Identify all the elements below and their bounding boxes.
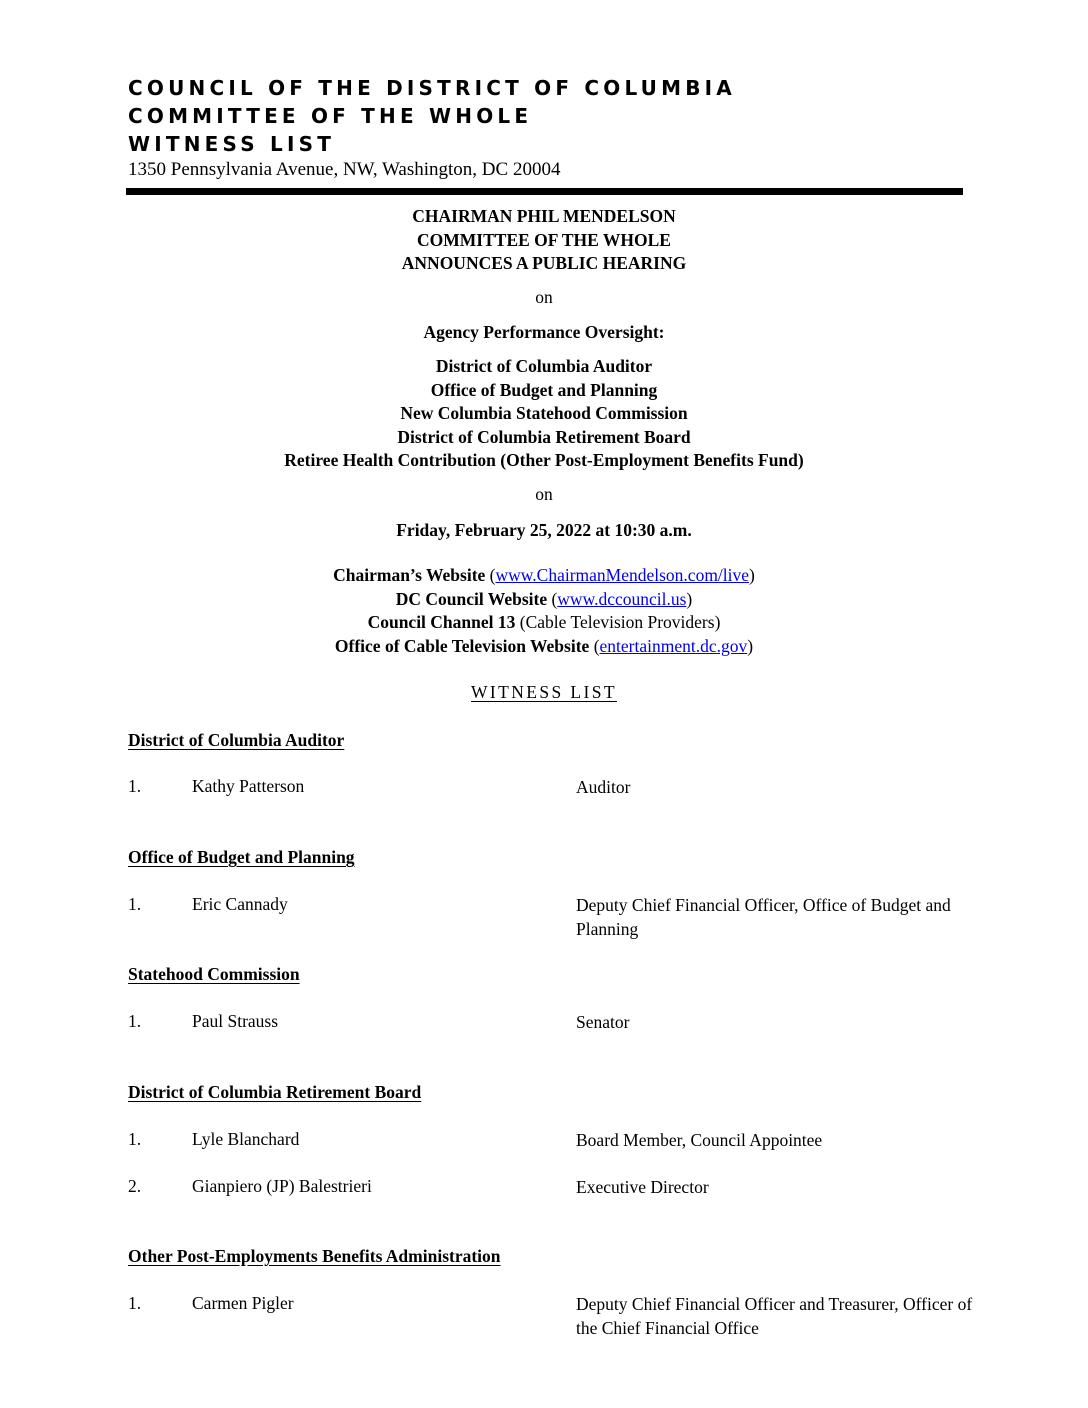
announcement-chairman: CHAIRMAN PHIL MENDELSON <box>412 206 676 226</box>
announcement-hearing: ANNOUNCES A PUBLIC HEARING <box>401 253 687 273</box>
broadcast-list <box>0 564 1088 658</box>
witness-title: Executive Director <box>576 1177 709 1197</box>
section-heading: Statehood Commission <box>128 964 300 984</box>
witness-number: 1. <box>128 1293 142 1313</box>
broadcast-label: Chairman’s Website <box>333 565 486 585</box>
chairman-website-link[interactable]: www.ChairmanMendelson.com/live <box>495 565 750 585</box>
header-divider <box>126 188 963 195</box>
witness-name: Paul Strauss <box>192 1011 279 1031</box>
broadcast-line: Office of Cable Television Website (entertainment.dc.gov) <box>334 635 754 656</box>
witness-title: Deputy Chief Financial Officer and Treasurer, Officer of the Chief Financial Office <box>576 1294 973 1338</box>
witness-name: Kathy Patterson <box>192 776 305 796</box>
broadcast-label: Council Channel 13 <box>367 612 516 632</box>
section-heading: Office of Budget and Planning <box>128 847 355 867</box>
witness-title: Auditor <box>576 777 631 797</box>
witness-name: Carmen Pigler <box>192 1293 294 1313</box>
section-heading: Other Post-Employments Benefits Administration <box>128 1246 501 1266</box>
dc-council-website-link[interactable]: www.dccouncil.us <box>557 588 687 609</box>
agency-item: New Columbia Statehood Commission <box>400 403 688 423</box>
witness-number: 1. <box>128 894 142 914</box>
on-text: on <box>535 287 553 307</box>
broadcast-label: DC Council Website <box>395 588 548 609</box>
witness-title: Senator <box>576 1012 630 1032</box>
broadcast-line: Council Channel 13 (Cable Television Providers) <box>367 612 721 632</box>
letterhead-address: 1350 Pennsylvania Avenue, NW, Washington, DC 20004 <box>128 159 561 180</box>
witness-list-heading-row <box>0 681 1088 705</box>
agency-item: District of Columbia Auditor <box>435 356 653 376</box>
witness-title: Board Member, Council Appointee <box>576 1130 823 1150</box>
on-text: on <box>535 484 553 504</box>
letterhead-council: COUNCIL OF THE DISTRICT OF COLUMBIA <box>128 76 736 100</box>
broadcast-line: DC Council Website (www.dccouncil.us) <box>395 588 693 609</box>
witness-number: 2. <box>128 1176 142 1196</box>
witness-list-heading: WITNESS LIST <box>471 682 617 702</box>
announcement-committee: COMMITTEE OF THE WHOLE <box>417 229 671 250</box>
hearing-topic: Agency Performance Oversight: <box>423 322 665 342</box>
witness-title: Deputy Chief Financial Officer, Office of Budget and Planning <box>576 895 951 939</box>
hearing-datetime: Friday, February 25, 2022 at 10:30 a.m. <box>396 520 692 540</box>
section-heading: District of Columbia Auditor <box>128 730 345 750</box>
agency-item: Retiree Health Contribution (Other Post-Employment Benefits Fund) <box>284 450 804 470</box>
agency-list <box>0 355 1088 473</box>
witness-number: 1. <box>128 1011 142 1031</box>
cable-tv-website-link[interactable]: entertainment.dc.gov <box>599 635 748 656</box>
witness-name: Lyle Blanchard <box>192 1129 300 1149</box>
announcement-block <box>0 205 1088 276</box>
witness-number: 1. <box>128 1129 142 1149</box>
witness-name: Gianpiero (JP) Balestrieri <box>192 1176 372 1196</box>
broadcast-label: Office of Cable Television Website <box>334 635 590 656</box>
letterhead-witness-list: WITNESS LIST <box>128 132 336 156</box>
agency-item: Office of Budget and Planning <box>430 379 658 400</box>
letterhead-committee: COMMITTEE OF THE WHOLE <box>128 104 533 128</box>
witness-number: 1. <box>128 776 142 796</box>
witness-name: Eric Cannady <box>192 894 288 914</box>
agency-item: District of Columbia Retirement Board <box>397 426 691 447</box>
broadcast-line: Chairman’s Website (www.ChairmanMendelson.com/live) <box>333 565 755 585</box>
section-heading: District of Columbia Retirement Board <box>128 1082 422 1102</box>
